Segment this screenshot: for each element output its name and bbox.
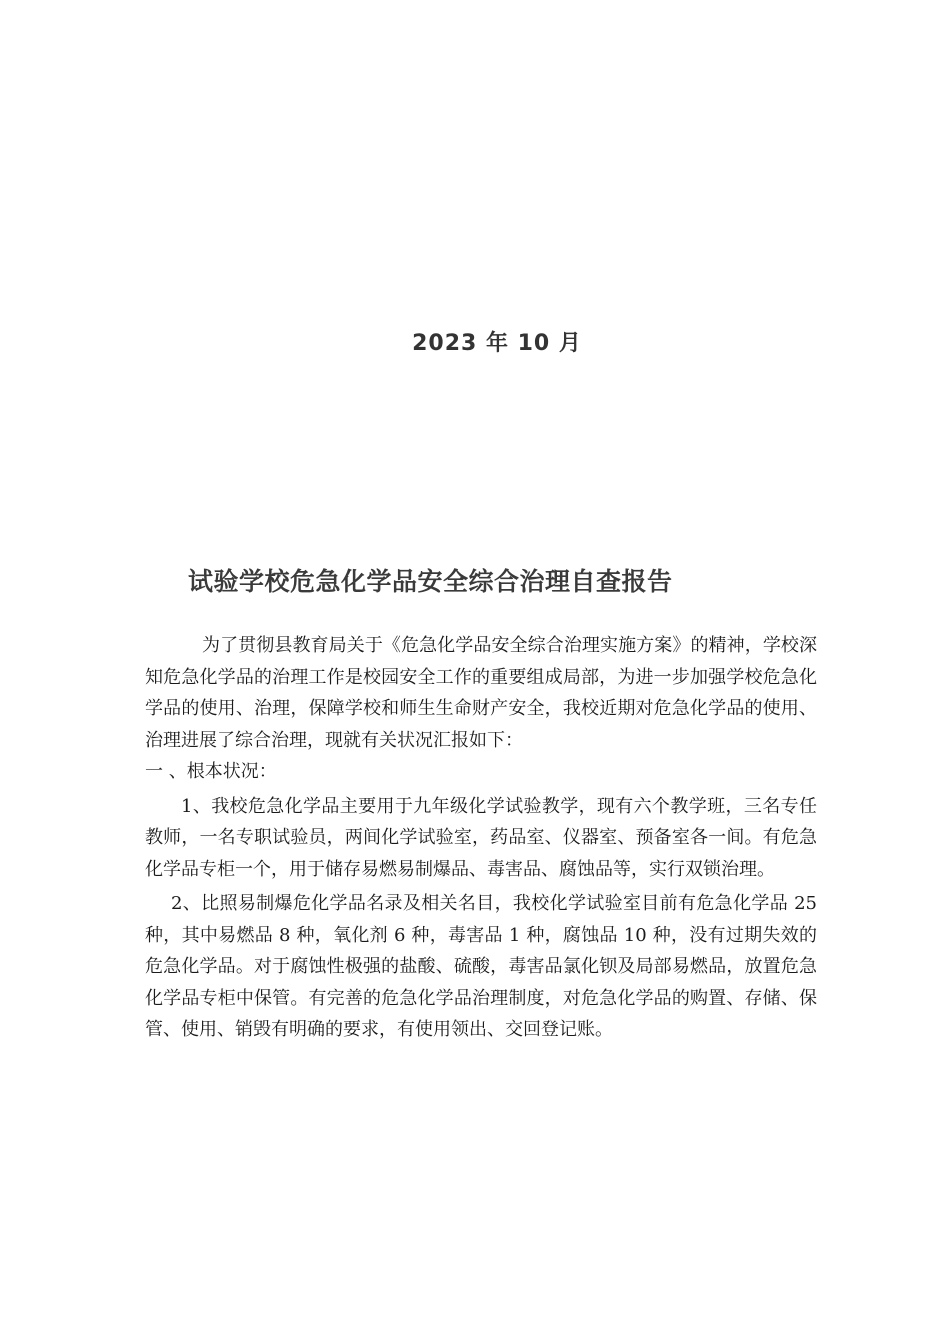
intro-paragraph: 为了贯彻县教育局关于《危急化学品安全综合治理实施方案》的精神，学校深知危急化学品的治理工作是校园安全工作的重要组成局部，为进一步加强学校危急化学品的使用、治理，保障学校和师生生命财产安全，我校近期对危急化学品的使用、治理进展了综合治理，现就有关状况汇报如下： xyxy=(145,635,817,751)
section-heading: 一 、根本状况： xyxy=(145,761,277,782)
report-body xyxy=(145,630,817,1046)
report-title: 试验学校危急化学品安全综合治理自查报告 xyxy=(188,567,673,596)
cover-date: 2023 年 10 月 xyxy=(412,331,582,356)
item-paragraph-1: 1、我校危急化学品主要用于九年级化学试验教学，现有六个教学班，三名专任教师，一名专职试验员，两间化学试验室，药品室、仪器室、预备室各一间。有危急化学品专柜一个，用于储存易燃易制爆品、毒害品、腐蚀品等，实行双锁治理。 xyxy=(145,795,817,880)
item-paragraph-2: 2、比照易制爆危化学品名录及相关名目，我校化学试验室目前有危急化学品 25 种，其中易燃品 8 种，氧化剂 6 种，毒害品 1 种，腐蚀品 10 种，没有过期失效的危急化学品。对于腐蚀性极强的盐酸、硫酸，毒害品氯化钡及局部易燃品，放置危急化学品专柜中保管。有完善的危急化学品治理制度，对危急化学品的购置、存储、保管、使用、销毁有明确的要求，有使用领出、交回登记账。 xyxy=(145,893,817,1040)
